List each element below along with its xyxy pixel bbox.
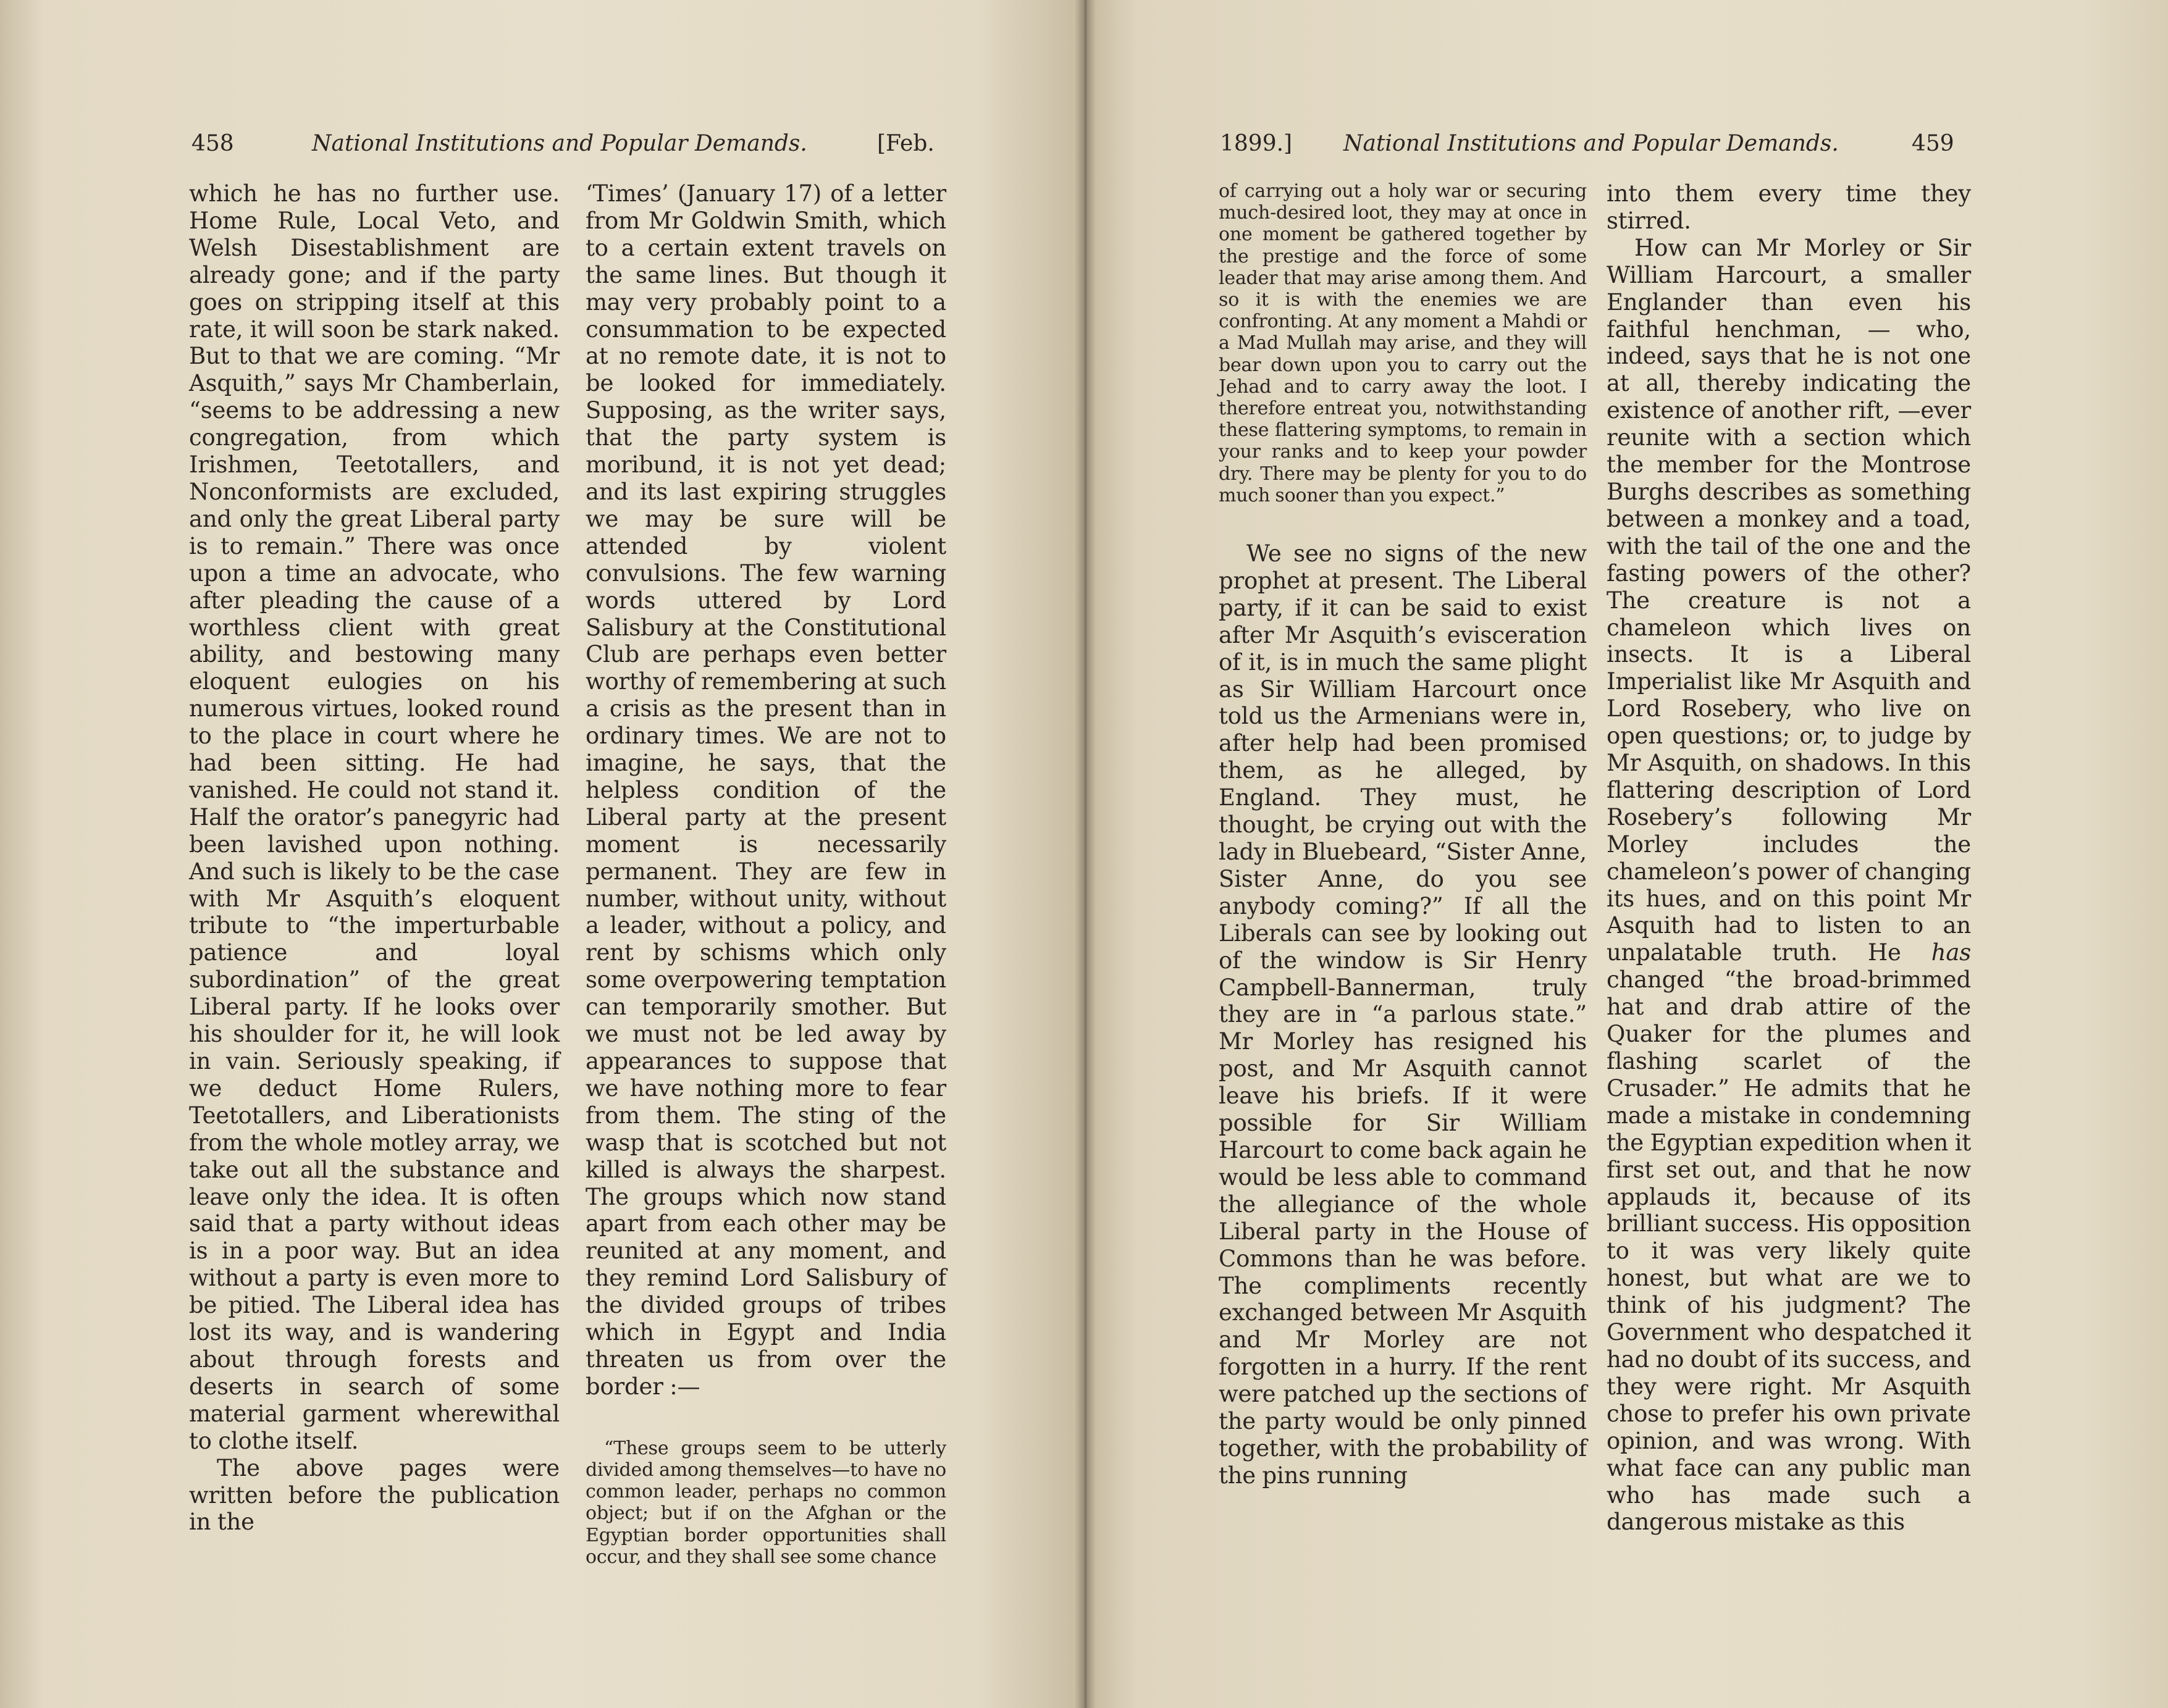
left-column-2 — [586, 180, 946, 1568]
page-number: 458 — [191, 131, 234, 156]
paragraph: The above pages were written before the publication in the — [189, 1454, 560, 1536]
spacer — [586, 1400, 946, 1438]
right-page — [1084, 0, 2168, 1708]
right-column-2 — [1607, 180, 1971, 1536]
left-column-1 — [189, 180, 560, 1536]
running-title: National Institutions and Popular Demands. — [312, 131, 807, 156]
date-mark: 1899.] — [1220, 131, 1293, 156]
paragraph-text: How can Mr Morley or Sir William Harcourt, a smaller Englander than even his faithful henchman, — who, indeed, says that he is not one at all, thereby indicating the existence of another rift, —ever reunite with a section which the member for the Montrose Burghs describes as something between a monkey and a toad, with the tail of the one and the fasting powers of the other? The creature is not a chameleon which lives on insects. It is a Liberal Imperialist like Mr Asquith and Lord Rosebery, who live on open questions; or, to judge by Mr Asquith, on shadows. In this flattering description of Lord Rosebery’s following Mr Morley includes the chameleon’s power of changing its hues, and on this point Mr Asquith had to listen to an unpalatable truth. He — [1607, 234, 1971, 966]
right-column-1 — [1219, 180, 1587, 1489]
left-page-header — [0, 127, 1084, 161]
paragraph-text: changed “the broad-brimmed hat and drab attire of the Quaker for the plumes and flashing scarlet of the Crusader.” He admits that he made a mistake in condemning the Egyptian expedition when it first set out, and that he now applauds it, because of its brilliant success. His opposition to it was very likely quite honest, but what are we to think of his judgment? The Government who despatched it had no doubt of its success, and they were right. Mr Asquith chose to prefer his own private opinion, and was wrong. With what face can any public man who has made such a dangerous mistake as this — [1607, 966, 1971, 1536]
date-mark: [Feb. — [877, 131, 935, 156]
paragraph: We see no signs of the new prophet at present. The Liberal party, if it can be said to exist after Mr Asquith’s evisceration of it, is in much the same plight as Sir William Harcourt once told us the Armenians were in, after help had been promised them, as he alleged, by England. They must, he thought, be crying out with the lady in Bluebeard, “Sister Anne, Sister Anne, do you see anybody coming?” If all the Liberals can see by looking out of the window is Sir Henry Campbell-Bannerman, truly they are in “a parlous state.” Mr Morley has resigned his post, and Mr Asquith cannot leave his briefs. If it were possible for Sir William Harcourt to come back again he would be less able to command the allegiance of the whole Liberal party in the House of Commons than he was before. The compliments recently exchanged between Mr Asquith and Mr Morley are not forgotten in a hurry. If the rent were patched up the sections of the party would be only pinned together, with the probability of the pins running — [1219, 540, 1587, 1489]
paragraph: ‘Times’ (January 17) of a letter from Mr Goldwin Smith, which to a certain extent travels on the same lines. But though it may very probably point to a consummation to be expected at no remote date, it is not to be looked for immediately. Supposing, as the writer says, that the party system is moribund, it is not yet dead; and its last expiring struggles we may be sure will be attended by violent convulsions. The few warning words uttered by Lord Salisbury at the Constitutional Club are perhaps even better worthy of remembering at such a crisis as the present than in ordinary times. We are not to imagine, he says, that the helpless condition of the Liberal party at the present moment is necessarily permanent. They are few in number, without unity, without a leader, without a policy, and rent by schisms which only some overpowering temptation can temporarily smother. But we must not be led away by appearances to suppose that we have nothing more to fear from them. The sting of the wasp that is scotched but not killed is always the sharpest. The groups which now stand apart from each other may be reunited at any moment, and they remind Lord Salisbury of the divided groups of tribes which in Egypt and India threaten us from over the border :— — [586, 180, 946, 1400]
spacer — [1219, 506, 1587, 540]
block-quote: of carrying out a holy war or securing much-desired loot, they may at once in one moment be gathered together by the prestige and the force of some leader that may arise among them. And so it is with the enemies we are confronting. At any moment a Mahdi or a Mad Mullah may arise, and they will bear down upon you to carry out the Jehad and to carry away the loot. I therefore entreat you, notwithstanding these flattering symptoms, to remain in your ranks and to keep your powder dry. There may be plenty for you to do much sooner than you expect.” — [1219, 180, 1587, 506]
paragraph: which he has no further use. Home Rule, Local Veto, and Welsh Disestablishment are already gone; and if the party goes on stripping itself at this rate, it will soon be stark naked. But to that we are coming. “Mr Asquith,” says Mr Chamberlain, “seems to be addressing a new congregation, from which Irishmen, Teetotallers, and Nonconformists are excluded, and only the great Liberal party is to remain.” There was once upon a time an advocate, who after pleading the cause of a worthless client with great ability, and bestowing many eloquent eulogies on his numerous virtues, looked round to the place in court where he had been sitting. He had vanished. He could not stand it. Half the orator’s panegyric had been lavished upon nothing. And such is likely to be the case with Mr Asquith’s eloquent tribute to “the imperturbable patience and loyal subordination” of the great Liberal party. If he looks over his shoulder for it, he will look in vain. Seriously speaking, if we deduct Home Rulers, Teetotallers, and Liberationists from the whole motley array, we take out all the substance and leave only the idea. It is often said that a party without ideas is in a poor way. But an idea without a party is even more to be pitied. The Liberal idea has lost its way, and is wandering about through forests and deserts in search of some material garment wherewithal to clothe itself. — [189, 180, 560, 1454]
running-title: National Institutions and Popular Demands. — [1343, 131, 1839, 156]
right-page-header — [1084, 127, 2168, 161]
block-quote: “These groups seem to be utterly divided among themselves—to have no common leader, perhaps no common object; but if on the Afghan or the Egyptian border opportunities shall occur, and they shall see some chance — [586, 1437, 946, 1568]
paragraph — [1607, 235, 1971, 1536]
book-gutter — [1075, 0, 1096, 1708]
page-number: 459 — [1912, 131, 1954, 156]
paragraph: into them every time they stirred. — [1607, 180, 1971, 234]
italic-word: has — [1931, 939, 1971, 966]
